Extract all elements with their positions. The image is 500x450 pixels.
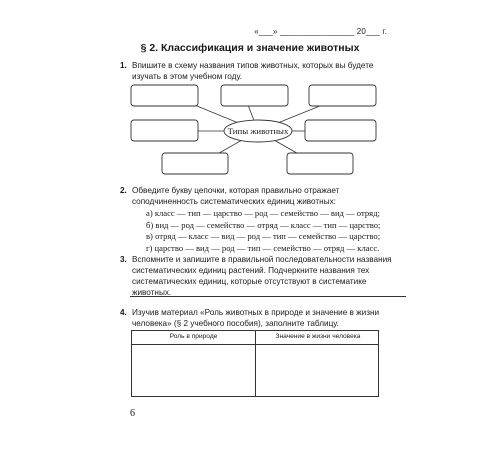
table-header-human: Значение в жизни человека <box>275 333 361 340</box>
center-oval-label: Типы животных <box>227 126 289 136</box>
option-a[interactable]: а) класс — тип — царство — род — семейство — вид — отряд; <box>146 208 380 218</box>
task-2-number: 2. <box>120 186 127 195</box>
scheme-box-empty <box>131 85 198 106</box>
scheme-box-empty <box>287 153 353 174</box>
option-b[interactable]: б) вид — род — семейство — отряд — класс — тип — царство; <box>146 219 381 230</box>
task-4 <box>120 307 402 329</box>
scheme-box-empty <box>309 85 376 106</box>
task-4-number: 4. <box>120 308 127 317</box>
task-2-options <box>146 208 406 254</box>
scheme-box-empty <box>305 120 376 141</box>
task-2 <box>120 185 402 207</box>
answer-divider <box>130 296 406 297</box>
table-header-nature: Роль в природе <box>169 333 218 340</box>
task-4-text: Изучив материал «Роль животных в природе и значение в жизни человека» (§ 2 учебного пособия), заполните таблицу. <box>132 308 380 328</box>
section-title: § 2. Классификация и значение животных <box>140 42 360 54</box>
scheme-box-empty <box>131 120 198 141</box>
task-1-number: 1. <box>120 61 127 70</box>
option-g[interactable]: г) царство — вид — род — тип — семейство — отряд — класс. <box>146 242 380 253</box>
watermark: universal.by <box>290 413 386 433</box>
task-2-text: Обведите букву цепочки, которая правильно отражает соподчиненность систематических единиц животных: <box>132 186 340 206</box>
scheme-box-empty <box>221 85 288 106</box>
table-column-divider <box>255 331 256 396</box>
page-number: 6 <box>130 408 135 419</box>
task-3-text: Вспомните и запишите в правильной последовательности названия систематических единиц растений. Подчеркните названия тех систематических единиц, которые отсутствуют в систематике животных. <box>132 255 392 297</box>
task-3 <box>120 254 402 298</box>
task-3-number: 3. <box>120 255 127 264</box>
scheme-box-empty <box>162 153 228 174</box>
task-1-text: Впишите в схему названия типов животных, которых вы будете изучать в этом учебном году. <box>132 61 374 81</box>
option-v[interactable]: в) отряд — класс — вид — род — тип — семейство — царство; <box>146 231 381 241</box>
table-header-divider <box>132 344 378 345</box>
date-line: «___» ________________ 20___ г. <box>254 27 387 36</box>
roles-table <box>131 330 379 397</box>
